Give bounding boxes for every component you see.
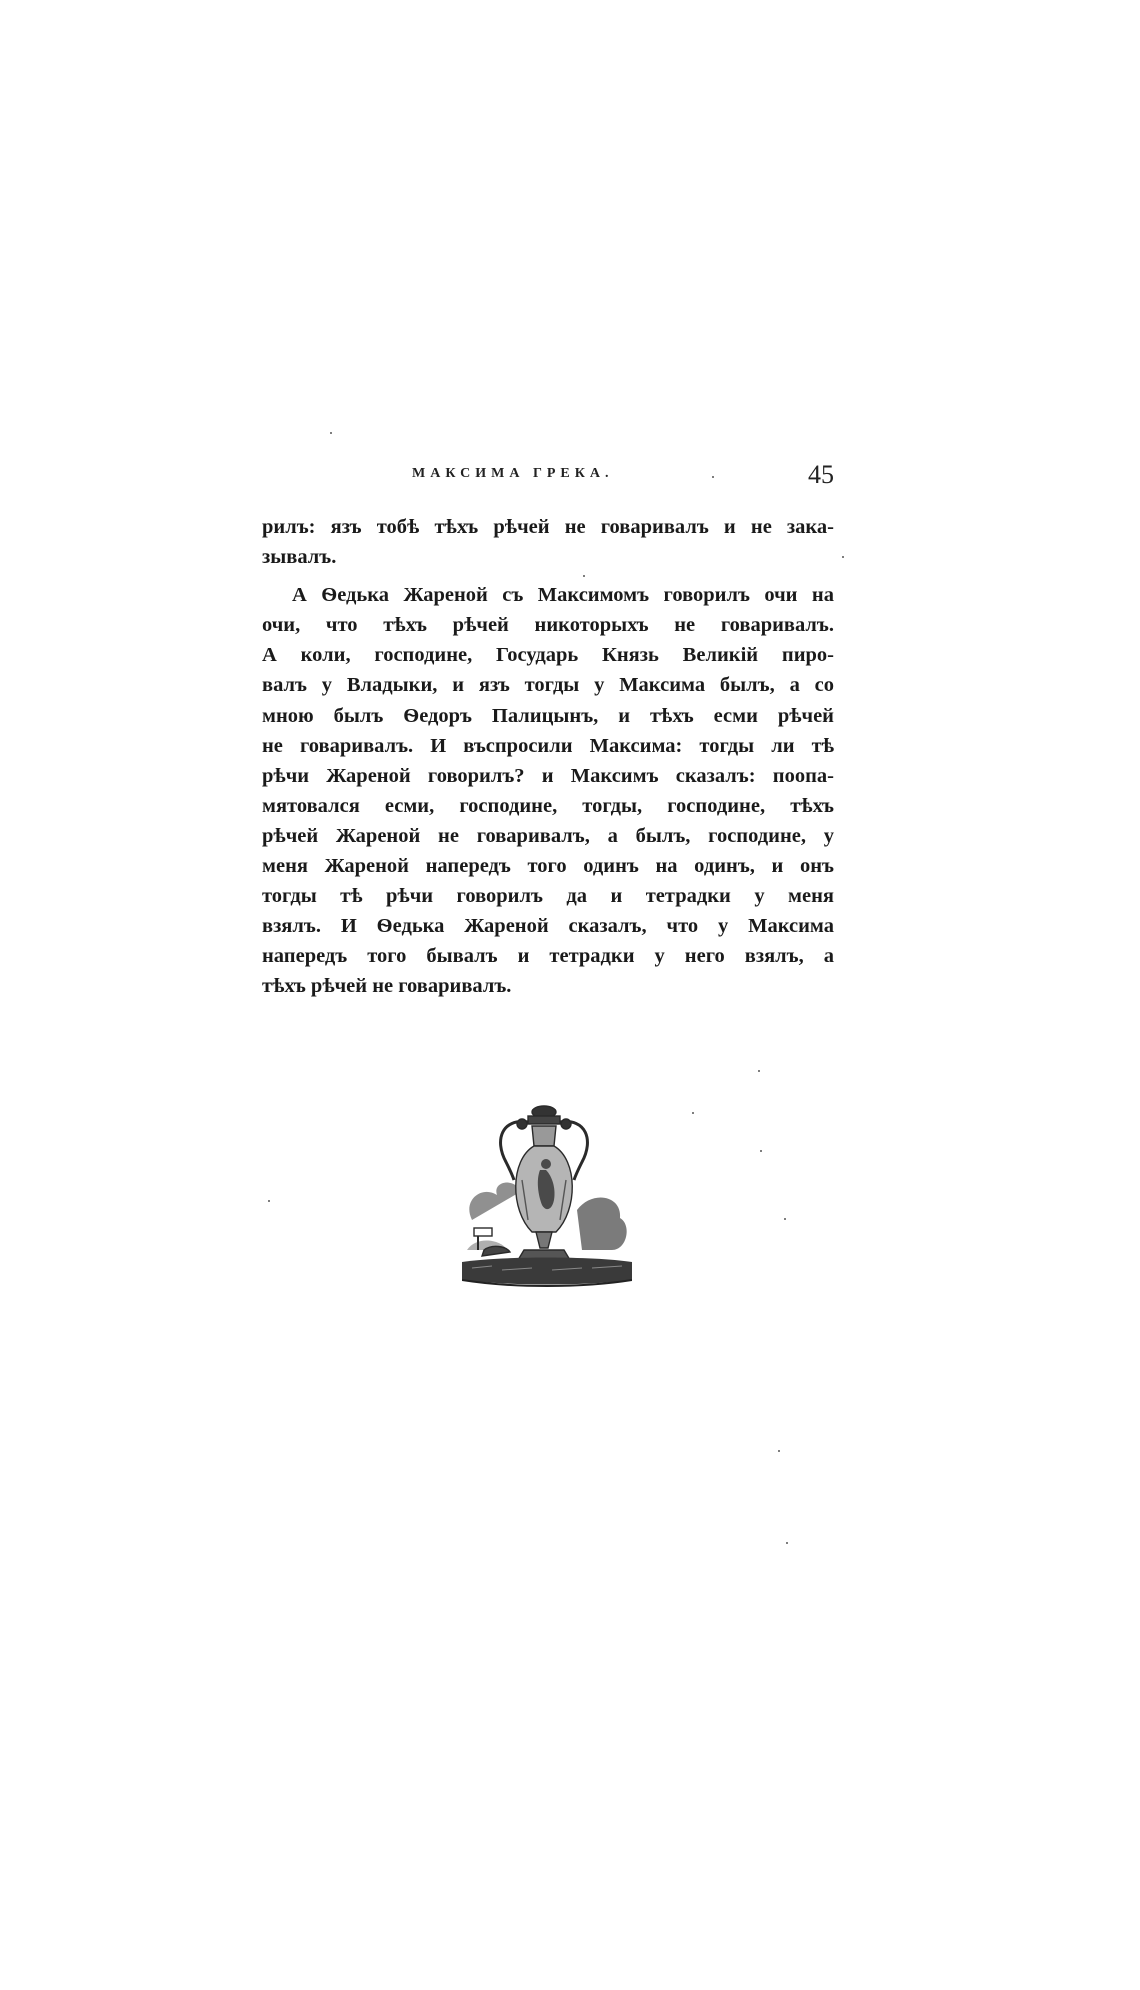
scan-speck — [786, 1542, 788, 1544]
text-line: тогды тѣ рѣчи говорилъ да и тетрадки у меня — [262, 885, 834, 908]
text-line: мною былъ Ѳедоръ Палицынъ, и тѣхъ есми рѣчей — [262, 704, 834, 727]
text-line: А Ѳедька Жареной съ Максимомъ говорилъ очи на — [292, 584, 834, 607]
running-head — [260, 460, 834, 490]
text-line: А коли, господине, Государь Князь Великій пиро- — [262, 644, 834, 667]
paragraph-continuation — [262, 512, 834, 572]
scan-speck — [583, 575, 585, 577]
scan-speck — [842, 556, 844, 558]
text-line: рилъ: язъ тобѣ тѣхъ рѣчей не говаривалъ и не зака- — [262, 516, 834, 538]
paragraph-main — [262, 580, 834, 1001]
text-line: валъ у Владыки, и язъ тогды у Максима былъ, а со — [262, 674, 834, 697]
text-line: меня Жареной напередъ того одинъ на одинъ, и онъ — [262, 855, 834, 878]
text-line: тѣхъ рѣчей не говаривалъ. — [262, 975, 512, 998]
text-line: рѣчей Жареной не говаривалъ, а былъ, господине, у — [262, 824, 834, 847]
ornamental-vase-icon — [462, 1100, 632, 1300]
scan-speck — [778, 1450, 780, 1452]
text-line: зывалъ. — [262, 546, 337, 569]
scan-speck — [268, 1200, 270, 1202]
scan-speck — [712, 476, 714, 478]
text-line: взялъ. И Ѳедька Жареной сказалъ, что у Максима — [262, 915, 834, 938]
text-line: очи, что тѣхъ рѣчей никоторыхъ не говаривалъ. — [262, 614, 834, 637]
scan-speck — [758, 1070, 760, 1072]
text-line: рѣчи Жареной говорилъ? и Максимъ сказалъ: поопа- — [262, 764, 834, 787]
scan-speck — [760, 1150, 762, 1152]
scan-speck — [692, 1112, 694, 1114]
scan-speck — [784, 1218, 786, 1220]
scan-speck — [330, 432, 332, 434]
text-block — [262, 512, 834, 1002]
text-line: напередъ того бывалъ и тетрадки у него взялъ, а — [262, 945, 834, 968]
page-number: 45 — [808, 460, 834, 489]
text-line: мятовался есми, господине, тогды, господине, тѣхъ — [262, 794, 834, 817]
running-title: МАКСИМА ГРЕКА. — [412, 466, 614, 481]
text-line: не говаривалъ. И въспросили Максима: тогды ли тѣ — [262, 734, 834, 757]
